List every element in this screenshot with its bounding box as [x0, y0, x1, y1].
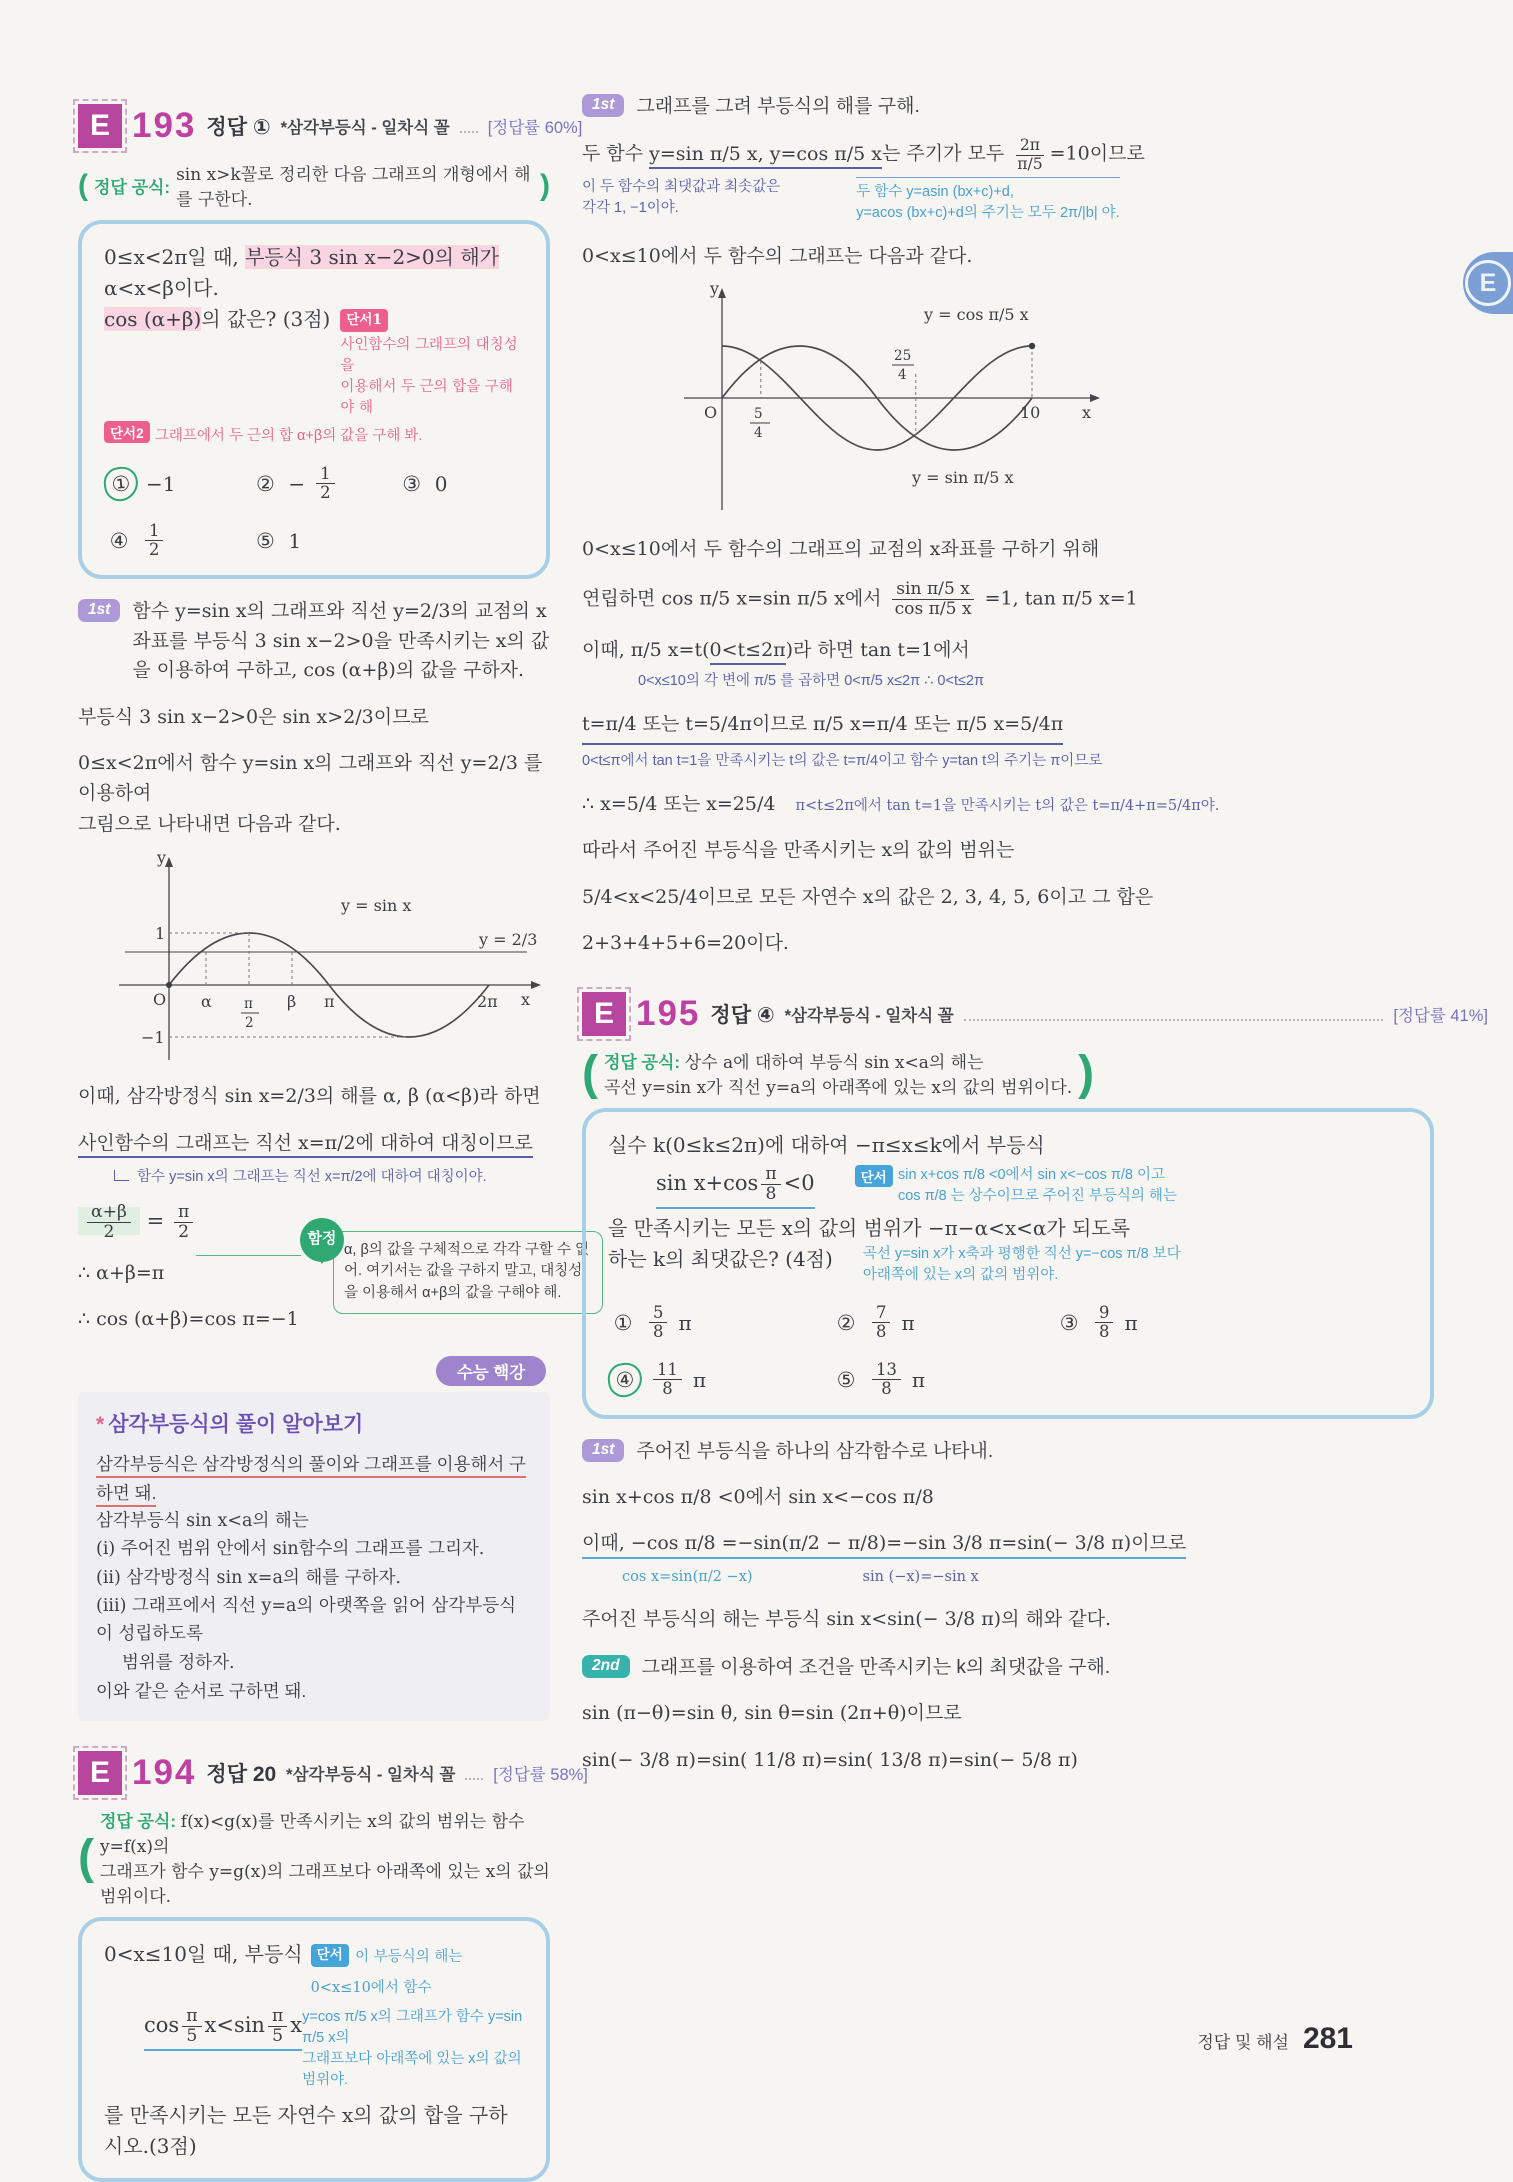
- sol194-p7: [582, 789, 1488, 819]
- clue-lines: [898, 1165, 1177, 1207]
- choice-number-circled: ④: [606, 1361, 643, 1398]
- ann1-line1: 이 두 함수의 최댓값과 최솟값은: [582, 178, 781, 195]
- sol194-ann3: 0<x≤10의 각 변에 π/5 를 곱하면 0<π/5 x≤2π ∴ 0<t≤2π: [638, 672, 984, 689]
- text: =1, tan π/5 x=1: [984, 587, 1138, 610]
- sol194-step1: [582, 92, 1488, 121]
- dotted-leader: [964, 1007, 1384, 1021]
- suneung-box: [78, 1392, 550, 1721]
- sol194-p4: [582, 580, 1488, 619]
- e193-p2-text: 0≤x<2π에서 함수 y=sin x의 그래프와 직선 y=2/3 를 이용하여: [78, 751, 543, 805]
- fraction-numerator: π: [268, 2007, 287, 2027]
- sol194-p1: [582, 137, 1488, 172]
- step1-badge: 1st: [78, 599, 120, 622]
- clue-line3: 그래프보다 아래쪽에 있는 x의 값의 범위야.: [302, 2051, 522, 2089]
- twentyfive-fourths-numerator: 25: [894, 347, 912, 364]
- clue1-block: [340, 304, 524, 419]
- clue-line2: y=cos π/5 x의 그래프가 함수 y=sin π/5 x의: [302, 2009, 523, 2047]
- sol194-p5: [582, 635, 1488, 665]
- clue-lines: [302, 2007, 524, 2091]
- clue1-line2: 이용해서 두 근의 합을 구해야 해: [340, 379, 513, 417]
- fraction-numerator: 11: [653, 1361, 682, 1380]
- e193-p7: ∴ cos (α+β)=cos π=−1: [78, 1307, 299, 1330]
- problem-text: 의 값은? (3점): [201, 307, 331, 331]
- text: =10이므로: [1049, 143, 1145, 166]
- green-paren-left: (: [582, 1046, 598, 1100]
- e195-p3: 주어진 부등식의 해는 부등식 sin x<sin(− 3/8 π)의 해와 같다.: [582, 1608, 1111, 1631]
- choice-5: [250, 522, 396, 559]
- choice-3: [1054, 1304, 1248, 1341]
- sin-curve-label: y = sin π/5 x: [912, 467, 1014, 487]
- e195-formula-text: [604, 1048, 1072, 1098]
- cos-curve-label: y = cos π/5 x: [924, 304, 1029, 324]
- problem-text: 0<x≤10일 때, 부등식: [104, 1942, 303, 1967]
- underlined-range: 0<t≤2π: [710, 639, 786, 665]
- e195-p4: sin (π−θ)=sin θ, sin θ=sin (2π+θ)이므로: [582, 1702, 962, 1725]
- fraction-denominator: cos π/5 x: [894, 598, 972, 619]
- e194-header: [78, 1751, 588, 1795]
- e193-header: [78, 104, 583, 148]
- e195-p2-text: 이때, −cos π/8 =−sin(π/2 − π/8)=−sin 3/8 π=sin(− 3/8 π)이므로: [582, 1532, 1186, 1559]
- left-column: [78, 104, 590, 2182]
- trap-pin-icon: 함정: [300, 1218, 344, 1262]
- choice-number: ②: [255, 471, 275, 496]
- connector-arrow: [114, 1170, 129, 1181]
- e194-equation: [144, 2007, 302, 2051]
- fraction-numerator: 5: [649, 1304, 667, 1323]
- ann2-line2: y=acos (bx+c)+d의 주기는 모두 2π/|b| 야.: [856, 205, 1120, 222]
- clue2-badge: 단서2: [104, 421, 150, 443]
- text: 이때, π/5 x=t(: [582, 638, 710, 661]
- choice-1: [104, 465, 250, 502]
- green-paren-right: ): [1078, 1046, 1095, 1100]
- sol194-p2: 0<x≤10에서 두 함수의 그래프는 다음과 같다.: [582, 245, 973, 268]
- e193-answer-label: 정답 ①: [206, 116, 271, 139]
- e193-p5: [78, 1128, 550, 1159]
- trap-callout: [307, 1230, 603, 1314]
- problem-line-1: [104, 242, 524, 304]
- clue-line4: 아래쪽에 있는 x의 값의 범위야.: [862, 1267, 1059, 1284]
- choice-3: [397, 465, 524, 502]
- fraction-numerator: 13: [872, 1361, 901, 1380]
- fraction-denominator: 8: [1099, 1322, 1110, 1342]
- choice-number: ③: [1059, 1310, 1079, 1335]
- problem-line-2: [104, 304, 524, 419]
- e194-problem-box: [78, 1917, 550, 2181]
- fraction-denominator: 8: [653, 1322, 664, 1342]
- fraction-denominator: 8: [662, 1379, 673, 1399]
- choice-value: 1: [288, 528, 302, 553]
- choice-2: [250, 465, 396, 502]
- suneung-line1: [96, 1450, 532, 1507]
- origin-label: O: [153, 990, 167, 1010]
- fraction-numerator: 7: [872, 1304, 890, 1323]
- green-paren-left: (: [78, 1830, 94, 1884]
- sol194-p9: 5/4<x<25/4이므로 모든 자연수 x의 값은 2, 3, 4, 5, 6이고 그 합은: [582, 885, 1154, 908]
- problem-text: α<x<β이다.: [104, 276, 219, 300]
- choice-number: ①: [613, 1310, 633, 1335]
- five-fourths-denominator: 4: [754, 424, 763, 441]
- x-axis-label: x: [1082, 402, 1092, 422]
- e195-problem-box: [582, 1108, 1434, 1418]
- e194-answer-label: 정답 20: [206, 1763, 277, 1787]
- e195-p1: sin x+cos π/8 <0에서 sin x<−cos π/8: [582, 1485, 934, 1508]
- fraction-denominator: 8: [881, 1379, 892, 1399]
- step2-badge: 2nd: [582, 1655, 630, 1678]
- choice-pi: π: [901, 1310, 915, 1335]
- text: )라 하면 tan t=1에서: [785, 638, 970, 661]
- dotted-leader: [460, 119, 478, 133]
- fraction-numerator: 1: [316, 465, 334, 484]
- right-column: [582, 92, 1488, 1775]
- clue-line3: 곡선 y=sin x가 x축과 평행한 직선 y=−cos π/8 보다: [862, 1246, 1181, 1263]
- e195-line3-row: [608, 1244, 1408, 1286]
- step1-text: 그래프를 그려 부등식의 해를 구해.: [636, 96, 920, 117]
- asterisk-icon: *: [96, 1413, 105, 1437]
- dotted-leader: [465, 1766, 483, 1780]
- green-paren-right: ): [540, 168, 550, 202]
- sol194-ann4: 0<t≤π에서 tan t=1을 만족시키는 t의 값은 t=π/4이고 함수 y=tan t의 주기는 π이므로: [582, 753, 1103, 770]
- e193-p3-text: 그림으로 나타내면 다음과 같다.: [78, 812, 341, 835]
- e195-step1: [582, 1437, 1488, 1466]
- clue1-line1: 사인함수의 그래프의 대칭성을: [340, 337, 518, 375]
- sol194-ann5: π<t≤2π에서 tan t=1을 만족시키는 t의 값은 t=π/4+π=5/4π야.: [795, 797, 1220, 814]
- fraction-numerator: 1: [145, 522, 163, 541]
- e193-p2: [78, 748, 550, 839]
- e194-intro: [104, 1939, 524, 2001]
- choice-4: [104, 522, 250, 559]
- clue-line2: cos π/8 는 상수이므로 주어진 부등식의 해는: [897, 1188, 1177, 1205]
- e194-letter-badge: E: [78, 1751, 122, 1795]
- choice-number-circled: ①: [102, 465, 139, 502]
- formula-line1: f(x)<g(x)를 만족시키는 x의 값의 범위는 함수 y=f(x)의: [99, 1812, 525, 1858]
- text: 는 주기가 모두: [881, 143, 1011, 166]
- page-number: 281: [1302, 2022, 1353, 2055]
- highlighted-text: cos (α+β): [104, 307, 202, 331]
- choice-value: 0: [434, 471, 448, 496]
- tick-1: 1: [155, 924, 166, 944]
- e195-clue-block: [855, 1165, 1177, 1207]
- ann1-line2: 각각 1, −1이야.: [582, 200, 679, 217]
- eq-part: x: [290, 2013, 303, 2038]
- fraction-denominator: 2: [103, 1221, 115, 1242]
- clue2-block: [104, 421, 524, 447]
- sol194-p3: 0<x≤10에서 두 함수의 그래프의 교점의 x좌표를 구하기 위해: [582, 537, 1100, 560]
- ten-label: 10: [1020, 402, 1041, 422]
- choice-number: ⑤: [836, 1367, 856, 1392]
- alpha-label: α: [201, 992, 212, 1012]
- clue-badge: 단서: [855, 1165, 893, 1187]
- sol194-p8: 따라서 주어진 부등식을 만족시키는 x의 값의 범위는: [582, 839, 1015, 862]
- suneung-line3: (i) 주어진 범위 안에서 sin함수의 그래프를 그리자.: [96, 1539, 485, 1560]
- eq-part: x<sin: [204, 2013, 265, 2038]
- e193-number: 193: [132, 106, 197, 145]
- clue-line1: 이 부등식의 해는 0<x≤10에서 함수: [310, 1949, 463, 1997]
- e193-p1: 부등식 3 sin x−2>0은 sin x>2/3이므로: [78, 705, 429, 728]
- fraction-denominator: 2: [320, 483, 331, 503]
- curve-label: y = sin x: [341, 896, 412, 916]
- formula-line2: 그래프가 함수 y=g(x)의 그래프보다 아래쪽에 있는 x의 값의 범위이다.: [99, 1862, 550, 1908]
- formula-label: 정답 공식:: [94, 177, 171, 197]
- choice-pi: π: [911, 1367, 926, 1392]
- fraction-denominator: π/5: [1017, 154, 1043, 173]
- e195-answer-label: 정답 ④: [710, 1004, 775, 1028]
- e193-p5-text: 사인함수의 그래프는 직선 x=π/2에 대하여 대칭이므로: [78, 1132, 533, 1158]
- e195-topic: *삼각부등식 - 일차식 꼴: [784, 1007, 954, 1026]
- e195-number: 195: [636, 994, 701, 1034]
- e194-rate: [정답률 58%]: [493, 1766, 588, 1785]
- sol194-p6: t=π/4 또는 t=5/4π이므로 π/5 x=π/4 또는 π/5 x=5/4π: [582, 709, 1063, 745]
- section-tab-letter: E: [1465, 260, 1511, 306]
- e193-step1: [78, 597, 550, 685]
- e194-formula-text: [100, 1807, 550, 1907]
- problem-text: 0≤x<2π일 때,: [104, 245, 246, 269]
- text: 연립하면 cos π/5 x=sin π/5 x에서: [582, 587, 882, 610]
- e195-ann-row: [622, 1567, 1488, 1589]
- step1-badge: 1st: [582, 94, 624, 117]
- equals-sign: =: [146, 1208, 165, 1233]
- pi-over-2-denominator: 2: [245, 1015, 254, 1032]
- e194-outro: 를 만족시키는 모든 자연수 x의 값의 합을 구하시오.(3점): [104, 2102, 508, 2158]
- formula-label: 정답 공식:: [99, 1812, 177, 1832]
- e195-eq-row: [608, 1165, 1408, 1209]
- choice-2: [831, 1304, 1054, 1341]
- cos-sin-graph: [642, 278, 1112, 518]
- clue1-badge: 단서1: [340, 309, 387, 332]
- fraction-numerator: π: [761, 1165, 780, 1185]
- trap-text: α, β의 값을 구체적으로 각각 구할 수 없어. 여기서는 값을 구하지 말고, 대칭성을 이용해서 α+β의 값을 구해야 해.: [344, 1241, 590, 1302]
- ann2-line1: 두 함수 y=asin (bx+c)+d,: [856, 183, 1014, 200]
- suneung-line5: (iii) 그래프에서 직선 y=a의 아랫쪽을 읽어 삼각부등식이 성립하도록: [96, 1596, 516, 1645]
- green-paren-left: (: [78, 168, 88, 202]
- fraction-denominator: 2: [149, 540, 160, 560]
- suneung-line2: 삼각부등식 sin x<a의 해는: [96, 1511, 309, 1532]
- step1-text: 함수 y=sin x의 그래프와 직선 y=2/3의 교점의 x좌표를 부등식 3 sin x−2>0을 만족시키는 x의 값을 이용하여 구하고, cos (α+β)의 값을 구하자.: [132, 600, 550, 682]
- clue-line1: sin x+cos π/8 <0에서 sin x<−cos π/8 이고: [897, 1167, 1166, 1184]
- e193-ann1-text: 함수 y=sin x의 그래프는 직선 x=π/2에 대하여 대칭이야.: [137, 1168, 487, 1185]
- choice-number: ③: [402, 471, 422, 496]
- step1-text: 주어진 부등식을 하나의 삼각함수로 나타내.: [636, 1440, 994, 1462]
- e195-ann2: sin (−x)=−sin x: [862, 1568, 979, 1585]
- e195-choices: [608, 1304, 1248, 1398]
- conclusion-x-values: ∴ x=5/4 또는 x=25/4: [582, 792, 776, 815]
- sol194-annotations: [582, 177, 1488, 226]
- underlined-functions: y=sin π/5 x, y=cos π/5 x: [649, 143, 882, 169]
- e195-p5: sin(− 3/8 π)=sin( 11/8 π)=sin( 13/8 π)=sin(− 5/8 π): [582, 1748, 1078, 1771]
- fraction-denominator: 2: [178, 1221, 190, 1242]
- pi-over-2-numerator: π: [244, 996, 253, 1013]
- twentyfive-fourths-denominator: 4: [898, 366, 907, 383]
- choice-value: −1: [146, 471, 176, 496]
- suneung-line4: (ii) 삼각방정식 sin x=a의 해를 구하자.: [96, 1567, 401, 1588]
- e195-step2: [582, 1653, 1488, 1682]
- e193-choices: [104, 465, 524, 559]
- choice-1: [608, 1304, 831, 1341]
- e195-rate: [정답률 41%]: [1393, 1007, 1488, 1026]
- clue2-text: 그래프에서 두 근의 합 α+β의 값을 구해 봐.: [154, 428, 423, 445]
- fraction-numerator: sin π/5 x: [892, 580, 974, 600]
- e195-equation: [656, 1165, 815, 1209]
- fraction-numerator: 9: [1095, 1304, 1113, 1323]
- e194-number: 194: [132, 1753, 197, 1793]
- e194-formula: [78, 1807, 550, 1907]
- fraction-numerator: 2π: [1016, 137, 1044, 155]
- clue-block: [311, 1939, 524, 2001]
- clue1-text: [340, 335, 524, 419]
- e195-line3: 하는 k의 최댓값은? (4점): [608, 1247, 833, 1272]
- choice-value: −: [288, 471, 306, 496]
- suneung-title: [96, 1408, 532, 1442]
- footer-label: 정답 및 해설: [1197, 2033, 1289, 2052]
- e193-letter-badge: E: [78, 104, 122, 148]
- suneung-badge: 수능 핵강: [436, 1356, 546, 1386]
- text: 두 함수: [582, 143, 650, 166]
- fraction-numerator: α+β: [87, 1203, 131, 1223]
- fraction-numerator: π: [182, 2007, 201, 2027]
- fraction-denominator: 8: [876, 1322, 887, 1342]
- suneung-line6: 범위를 정하자.: [122, 1652, 235, 1673]
- formula-text: sin x>k꼴로 정리한 다음 그래프의 개형에서 해를 구한다.: [176, 165, 531, 210]
- sol194-ann1: [582, 177, 780, 226]
- e194-topic: *삼각부등식 - 일차식 꼴: [286, 1766, 456, 1785]
- sol194-ann2: [856, 177, 1119, 226]
- e193-topic: *삼각부등식 - 일차식 꼴: [280, 119, 450, 137]
- e193-ann1: [114, 1167, 550, 1189]
- y-axis-label: y: [157, 848, 167, 868]
- e195-line2: 을 만족시키는 모든 x의 값의 범위가 −π−α<x<α가 되도록: [608, 1216, 1131, 1241]
- choice-number: ②: [836, 1310, 856, 1335]
- y-axis-label: y: [710, 278, 720, 298]
- formula-line2: 곡선 y=sin x가 직선 y=a의 아래쪽에 있는 x의 값의 범위이다.: [603, 1078, 1073, 1099]
- clue-badge: 단서: [311, 1944, 349, 1967]
- e193-p4: 이때, 삼각방정식 sin x=2/3의 해를 α, β (α<β)라 하면: [78, 1085, 541, 1108]
- fraction-denominator: 5: [186, 2026, 198, 2047]
- sol194-p10: 2+3+4+5+6=20이다.: [582, 932, 789, 955]
- e195-line1: 실수 k(0≤k≤2π)에 대하여 −π≤x≤k에서 부등식: [608, 1133, 1045, 1158]
- origin-label: O: [704, 402, 718, 422]
- choice-pi: π: [1124, 1310, 1138, 1335]
- e193-problem-box: [78, 220, 550, 579]
- sine-graph: [79, 845, 549, 1065]
- underlined-text: 삼각부등식은 삼각방정식의 풀이와 그래프를 이용해서 구하면 돼.: [96, 1454, 526, 1506]
- e193-conclusion: [78, 1201, 590, 1335]
- suneung-line7: 이와 같은 순서로 구하면 돼.: [96, 1681, 307, 1702]
- e193-formula: [78, 160, 550, 210]
- pi-label: π: [324, 992, 335, 1012]
- suneung-title-text: 삼각부등식의 풀이 알아보기: [108, 1413, 364, 1437]
- page-footer: [1197, 2022, 1353, 2056]
- line-label: y = 2/3: [479, 930, 538, 950]
- beta-label: β: [287, 992, 297, 1012]
- tick-minus-1: −1: [141, 1028, 165, 1048]
- e195-ann1: cos x=sin(π/2 −x): [622, 1568, 753, 1585]
- choice-pi: π: [692, 1367, 707, 1392]
- eq-part: <0: [783, 1171, 815, 1196]
- choice-4: [608, 1361, 831, 1398]
- formula-label: 정답 공식:: [603, 1053, 681, 1073]
- formula-line1: 상수 a에 대하여 부등식 sin x<a의 해는: [684, 1053, 984, 1074]
- fraction-denominator: 8: [765, 1184, 777, 1205]
- step2-text: 그래프를 이용하여 조건을 만족시키는 k의 최댓값을 구해.: [641, 1656, 1111, 1678]
- e195-header: [582, 992, 1488, 1036]
- choice-number: ⑤: [255, 528, 275, 553]
- fraction-numerator: π: [174, 1203, 193, 1223]
- e195-p2: [582, 1528, 1488, 1558]
- step1-badge: 1st: [582, 1439, 624, 1462]
- e195-letter-badge: E: [582, 992, 626, 1036]
- e195-formula: [582, 1048, 1488, 1098]
- choice-5: [831, 1361, 1054, 1398]
- fraction-denominator: 5: [272, 2026, 284, 2047]
- highlighted-text: 부등식 3 sin x−2>0의 해가: [245, 245, 499, 269]
- eq-part: sin x+cos: [656, 1171, 759, 1196]
- trap-connector-line: [196, 1255, 301, 1256]
- e193-p6: ∴ α+β=π: [78, 1261, 165, 1284]
- e195-clue-block2: [863, 1244, 1181, 1286]
- e194-eq-row: [104, 2007, 524, 2091]
- five-fourths-numerator: 5: [754, 405, 763, 422]
- two-pi-label: 2π: [477, 992, 498, 1012]
- e193-rate: [정답률 60%]: [487, 119, 583, 137]
- choice-pi: π: [678, 1310, 692, 1335]
- x-axis-label: x: [521, 990, 531, 1010]
- choice-number: ④: [109, 528, 129, 553]
- eq-part: cos: [144, 2013, 180, 2038]
